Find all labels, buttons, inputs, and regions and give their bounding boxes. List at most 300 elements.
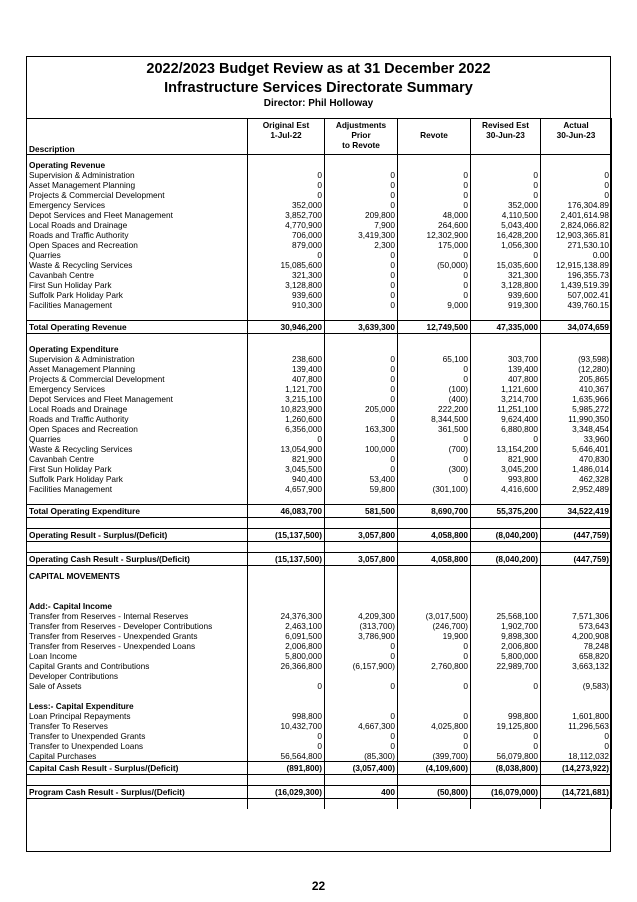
- cell-value: 0: [398, 280, 471, 290]
- col-actual-line2: 30-Jun-23: [556, 130, 596, 140]
- cell-value: 46,083,700: [248, 505, 325, 518]
- cell-value: 0: [325, 731, 398, 741]
- cell-value: 4,200,908: [541, 631, 612, 641]
- cell-value: 1,486,014: [541, 464, 612, 474]
- cell-value: 4,025,800: [398, 721, 471, 731]
- cell-value: [541, 571, 612, 581]
- row-label: First Sun Holiday Park: [27, 464, 248, 474]
- row-label: Developer Contributions: [27, 671, 248, 681]
- cell-value: 10,432,700: [248, 721, 325, 731]
- table-row: [27, 200, 612, 210]
- row-label: Capital Cash Result - Surplus/(Deficit): [27, 762, 248, 775]
- cell-value: 2,760,800: [398, 661, 471, 671]
- table-row: [27, 424, 612, 434]
- cell-value: 0: [325, 354, 398, 364]
- table-row: [27, 250, 612, 260]
- row-label: Less:- Capital Expenditure: [27, 701, 248, 711]
- cell-value: 3,786,900: [325, 631, 398, 641]
- section-heading-row: [27, 701, 612, 711]
- report-title: 2022/2023 Budget Review as at 31 December 2022: [146, 61, 491, 77]
- cell-value: 2,463,100: [248, 621, 325, 631]
- cell-value: (4,109,600): [398, 762, 471, 775]
- cell-value: 407,800: [248, 374, 325, 384]
- cell-value: 4,416,600: [471, 484, 541, 494]
- cell-value: 0: [325, 464, 398, 474]
- cell-value: 0: [325, 741, 398, 751]
- cell-value: (8,040,200): [471, 553, 541, 566]
- cell-value: 1,260,600: [248, 414, 325, 424]
- cell-value: 0: [471, 681, 541, 691]
- row-label: Operating Cash Result - Surplus/(Deficit): [27, 553, 248, 566]
- row-label: Total Operating Revenue: [27, 321, 248, 334]
- table-row: [27, 280, 612, 290]
- cell-value: [398, 701, 471, 711]
- cell-value: [471, 344, 541, 354]
- cell-value: 34,074,659: [541, 321, 612, 334]
- cell-value: 5,800,000: [248, 651, 325, 661]
- table-row: [27, 741, 612, 751]
- cell-value: 8,344,500: [398, 414, 471, 424]
- cell-value: 0: [471, 250, 541, 260]
- total-row: [27, 505, 612, 518]
- spacer-row: [27, 799, 612, 810]
- cell-value: [471, 601, 541, 611]
- total-row: [27, 321, 612, 334]
- cell-value: 919,300: [471, 300, 541, 310]
- col-revised-est: [471, 119, 541, 155]
- cell-value: 53,400: [325, 474, 398, 484]
- table-row: [27, 180, 612, 190]
- cell-value: 879,000: [248, 240, 325, 250]
- cell-value: [325, 160, 398, 170]
- row-label: Loan Principal Repayments: [27, 711, 248, 721]
- cell-value: 56,079,800: [471, 751, 541, 762]
- cell-value: 48,000: [398, 210, 471, 220]
- cell-value: [398, 160, 471, 170]
- cell-value: 3,215,100: [248, 394, 325, 404]
- table-row: [27, 631, 612, 641]
- row-label: Cavanbah Centre: [27, 270, 248, 280]
- cell-value: 0: [471, 731, 541, 741]
- cell-value: 0: [541, 190, 612, 200]
- cell-value: 5,646,401: [541, 444, 612, 454]
- cell-value: 1,056,300: [471, 240, 541, 250]
- cell-value: 0: [398, 270, 471, 280]
- cell-value: 5,043,400: [471, 220, 541, 230]
- cell-value: (14,273,922): [541, 762, 612, 775]
- cell-value: 0: [471, 434, 541, 444]
- row-label: Operating Revenue: [27, 160, 248, 170]
- cell-value: 998,800: [471, 711, 541, 721]
- cell-value: 13,054,900: [248, 444, 325, 454]
- cell-value: 0: [541, 180, 612, 190]
- cell-value: [248, 601, 325, 611]
- cell-value: 439,760.15: [541, 300, 612, 310]
- cell-value: 1,121,700: [248, 384, 325, 394]
- row-label: Program Cash Result - Surplus/(Deficit): [27, 786, 248, 799]
- cell-value: 12,302,900: [398, 230, 471, 240]
- cell-value: 18,112,032: [541, 751, 612, 762]
- row-label: Transfer to Unexpended Loans: [27, 741, 248, 751]
- cell-value: 910,300: [248, 300, 325, 310]
- cell-value: [248, 701, 325, 711]
- cell-value: 8,690,700: [398, 505, 471, 518]
- cell-value: 4,657,900: [248, 484, 325, 494]
- cell-value: 939,600: [471, 290, 541, 300]
- cell-value: 0: [325, 681, 398, 691]
- cell-value: 407,800: [471, 374, 541, 384]
- cell-value: 3,128,800: [471, 280, 541, 290]
- table-row: [27, 454, 612, 464]
- table-row: [27, 394, 612, 404]
- row-label: Total Operating Expenditure: [27, 505, 248, 518]
- cell-value: 352,000: [248, 200, 325, 210]
- cell-value: (447,759): [541, 553, 612, 566]
- cell-value: [248, 160, 325, 170]
- cell-value: 0: [325, 384, 398, 394]
- spacer-row: [27, 334, 612, 345]
- table-row: [27, 300, 612, 310]
- cell-value: [471, 160, 541, 170]
- cell-value: [541, 344, 612, 354]
- cell-value: 139,400: [248, 364, 325, 374]
- row-label: Capital Grants and Contributions: [27, 661, 248, 671]
- cell-value: 12,915,138.89: [541, 260, 612, 270]
- cell-value: 0: [398, 170, 471, 180]
- cell-value: 0: [325, 454, 398, 464]
- cell-value: 11,296,563: [541, 721, 612, 731]
- cell-value: (50,800): [398, 786, 471, 799]
- cell-value: 1,902,700: [471, 621, 541, 631]
- row-label: Quarries: [27, 434, 248, 444]
- row-label: Local Roads and Drainage: [27, 404, 248, 414]
- cell-value: 3,057,800: [325, 553, 398, 566]
- cell-value: 4,667,300: [325, 721, 398, 731]
- col-revote-label: Revote: [420, 130, 448, 140]
- cell-value: 0: [541, 170, 612, 180]
- row-label: Suffolk Park Holiday Park: [27, 290, 248, 300]
- cell-value: 2,300: [325, 240, 398, 250]
- table-row: [27, 384, 612, 394]
- cell-value: [325, 601, 398, 611]
- row-label: Emergency Services: [27, 200, 248, 210]
- row-label: Cavanbah Centre: [27, 454, 248, 464]
- budget-table: [26, 118, 612, 809]
- cell-value: 3,128,800: [248, 280, 325, 290]
- col-adjustments-line1: Adjustments: [335, 120, 387, 130]
- cell-value: 0: [248, 741, 325, 751]
- table-row: [27, 434, 612, 444]
- table-row: [27, 354, 612, 364]
- cell-value: 0: [398, 741, 471, 751]
- cell-value: [541, 701, 612, 711]
- table-body: [27, 155, 612, 810]
- cell-value: 0: [248, 434, 325, 444]
- spacer-row: [27, 775, 612, 786]
- table-row: [27, 240, 612, 250]
- cell-value: 25,568,100: [471, 611, 541, 621]
- cell-value: 3,045,200: [471, 464, 541, 474]
- director-name: Director: Phil Holloway: [263, 98, 374, 109]
- cell-value: 34,522,419: [541, 505, 612, 518]
- cell-value: 13,154,200: [471, 444, 541, 454]
- col-revised-est-line1: Revised Est: [481, 120, 530, 130]
- row-label: First Sun Holiday Park: [27, 280, 248, 290]
- table-row: [27, 641, 612, 651]
- cell-value: 361,500: [398, 424, 471, 434]
- col-adjustments-line2: Prior: [351, 130, 371, 140]
- cell-value: 222,200: [398, 404, 471, 414]
- cell-value: 30,946,200: [248, 321, 325, 334]
- row-label: Operating Expenditure: [27, 344, 248, 354]
- cell-value: 2,006,800: [471, 641, 541, 651]
- cell-value: 19,900: [398, 631, 471, 641]
- table-row: [27, 230, 612, 240]
- row-label: Transfer from Reserves - Unexpended Loans: [27, 641, 248, 651]
- table-row: [27, 474, 612, 484]
- table-row: [27, 374, 612, 384]
- cell-value: 658,820: [541, 651, 612, 661]
- cell-value: 59,800: [325, 484, 398, 494]
- cell-value: 0: [325, 364, 398, 374]
- cell-value: 0: [248, 180, 325, 190]
- row-label: Roads and Traffic Authority: [27, 230, 248, 240]
- cell-value: 0: [398, 641, 471, 651]
- cell-value: 0: [325, 711, 398, 721]
- cell-value: (100): [398, 384, 471, 394]
- table-header-row: [27, 119, 612, 155]
- table-row: [27, 721, 612, 731]
- cell-value: 4,209,300: [325, 611, 398, 621]
- cell-value: 0: [248, 681, 325, 691]
- table-row: [27, 210, 612, 220]
- row-label: Transfer from Reserves - Unexpended Grants: [27, 631, 248, 641]
- cell-value: 0: [471, 170, 541, 180]
- row-label: Projects & Commercial Development: [27, 190, 248, 200]
- cell-value: 0: [398, 731, 471, 741]
- cell-value: 821,900: [471, 454, 541, 464]
- row-label: Add:- Capital Income: [27, 601, 248, 611]
- cell-value: 0: [471, 180, 541, 190]
- cell-value: 33,960: [541, 434, 612, 444]
- row-label: Roads and Traffic Authority: [27, 414, 248, 424]
- col-revised-est-line2: 30-Jun-23: [486, 130, 525, 140]
- cell-value: 3,214,700: [471, 394, 541, 404]
- cell-value: [325, 701, 398, 711]
- cell-value: 0: [398, 200, 471, 210]
- cell-value: 1,601,800: [541, 711, 612, 721]
- cell-value: (12,280): [541, 364, 612, 374]
- cell-value: 0: [248, 170, 325, 180]
- cell-value: 321,300: [471, 270, 541, 280]
- cell-value: (15,137,500): [248, 553, 325, 566]
- cell-value: 2,824,066.82: [541, 220, 612, 230]
- cell-value: 4,770,900: [248, 220, 325, 230]
- row-label: Emergency Services: [27, 384, 248, 394]
- cell-value: 0: [398, 250, 471, 260]
- row-label: Depot Services and Fleet Management: [27, 394, 248, 404]
- table-row: [27, 170, 612, 180]
- table-row: [27, 671, 612, 681]
- row-label: Waste & Recycling Services: [27, 444, 248, 454]
- cell-value: 0: [248, 731, 325, 741]
- row-label: Transfer from Reserves - Internal Reserves: [27, 611, 248, 621]
- cell-value: 581,500: [325, 505, 398, 518]
- cell-value: 1,121,600: [471, 384, 541, 394]
- cell-value: (85,300): [325, 751, 398, 762]
- cell-value: [398, 344, 471, 354]
- cell-value: 0: [398, 190, 471, 200]
- cell-value: 0: [541, 731, 612, 741]
- cell-value: (8,038,800): [471, 762, 541, 775]
- cell-value: 175,000: [398, 240, 471, 250]
- cell-value: (15,137,500): [248, 529, 325, 542]
- cell-value: (9,583): [541, 681, 612, 691]
- table-row: [27, 681, 612, 691]
- cell-value: 16,428,200: [471, 230, 541, 240]
- cell-value: 6,880,800: [471, 424, 541, 434]
- total-row: [27, 762, 612, 775]
- cell-value: (300): [398, 464, 471, 474]
- row-label: Transfer to Unexpended Grants: [27, 731, 248, 741]
- cell-value: [471, 701, 541, 711]
- cell-value: 0: [398, 681, 471, 691]
- cell-value: 163,300: [325, 424, 398, 434]
- cell-value: 0: [325, 200, 398, 210]
- cell-value: 0: [398, 454, 471, 464]
- table-row: [27, 621, 612, 631]
- cell-value: 0: [398, 434, 471, 444]
- cell-value: 3,348,454: [541, 424, 612, 434]
- table-row: [27, 270, 612, 280]
- cell-value: (313,700): [325, 621, 398, 631]
- cell-value: 3,663,132: [541, 661, 612, 671]
- cell-value: 0: [248, 190, 325, 200]
- spacer-row: [27, 518, 612, 529]
- row-label: Capital Purchases: [27, 751, 248, 762]
- cell-value: 3,419,300: [325, 230, 398, 240]
- cell-value: 12,903,365.81: [541, 230, 612, 240]
- col-actual-line1: Actual: [563, 120, 589, 130]
- cell-value: (93,598): [541, 354, 612, 364]
- cell-value: 22,989,700: [471, 661, 541, 671]
- col-actual: [541, 119, 612, 155]
- cell-value: 0: [398, 290, 471, 300]
- cell-value: [471, 571, 541, 581]
- cell-value: 3,045,500: [248, 464, 325, 474]
- cell-value: 0: [325, 270, 398, 280]
- report-frame: [26, 56, 611, 852]
- cell-value: 706,000: [248, 230, 325, 240]
- row-label: Asset Management Planning: [27, 180, 248, 190]
- cell-value: (700): [398, 444, 471, 454]
- cell-value: 4,058,800: [398, 529, 471, 542]
- col-revote: [398, 119, 471, 155]
- col-original-est-line2: 1-Jul-22: [270, 130, 302, 140]
- row-label: Transfer from Reserves - Developer Contributions: [27, 621, 248, 631]
- cell-value: 1,439,519.39: [541, 280, 612, 290]
- cell-value: (6,157,900): [325, 661, 398, 671]
- cell-value: 0: [325, 260, 398, 270]
- cell-value: 65,100: [398, 354, 471, 364]
- row-label: Supervision & Administration: [27, 354, 248, 364]
- section-heading-row: [27, 160, 612, 170]
- row-label: Quarries: [27, 250, 248, 260]
- cell-value: [325, 344, 398, 354]
- cell-value: 7,571,306: [541, 611, 612, 621]
- cell-value: [248, 671, 325, 681]
- cell-value: 9,000: [398, 300, 471, 310]
- cell-value: 993,800: [471, 474, 541, 484]
- cell-value: 0: [248, 250, 325, 260]
- cell-value: (8,040,200): [471, 529, 541, 542]
- cell-value: 78,248: [541, 641, 612, 651]
- cell-value: 0: [325, 374, 398, 384]
- cell-value: 1,635,966: [541, 394, 612, 404]
- cell-value: (3,017,500): [398, 611, 471, 621]
- row-label: Suffolk Park Holiday Park: [27, 474, 248, 484]
- cell-value: 205,000: [325, 404, 398, 414]
- cell-value: 205,865: [541, 374, 612, 384]
- cell-value: (399,700): [398, 751, 471, 762]
- cell-value: 998,800: [248, 711, 325, 721]
- cell-value: [325, 571, 398, 581]
- table-row: [27, 661, 612, 671]
- cell-value: [248, 571, 325, 581]
- cell-value: 11,251,100: [471, 404, 541, 414]
- total-row: [27, 529, 612, 542]
- cell-value: [325, 671, 398, 681]
- cell-value: 0: [398, 374, 471, 384]
- row-label: Operating Result - Surplus/(Deficit): [27, 529, 248, 542]
- table-row: [27, 404, 612, 414]
- col-original-est-line1: Original Est: [262, 120, 310, 130]
- cell-value: (16,079,000): [471, 786, 541, 799]
- cell-value: 0.00: [541, 250, 612, 260]
- cell-value: 939,600: [248, 290, 325, 300]
- spacer-row: [27, 591, 612, 601]
- table-row: [27, 711, 612, 721]
- cell-value: 264,600: [398, 220, 471, 230]
- cell-value: 6,091,500: [248, 631, 325, 641]
- cell-value: 321,300: [248, 270, 325, 280]
- cell-value: 470,830: [541, 454, 612, 464]
- row-label: Loan Income: [27, 651, 248, 661]
- cell-value: 0: [325, 651, 398, 661]
- cell-value: 0: [398, 180, 471, 190]
- spacer-row: [27, 494, 612, 505]
- cell-value: 303,700: [471, 354, 541, 364]
- cell-value: (447,759): [541, 529, 612, 542]
- cell-value: 10,823,900: [248, 404, 325, 414]
- cell-value: (3,057,400): [325, 762, 398, 775]
- cell-value: (400): [398, 394, 471, 404]
- table-row: [27, 751, 612, 762]
- cell-value: 238,600: [248, 354, 325, 364]
- cell-value: 462,328: [541, 474, 612, 484]
- cell-value: [398, 671, 471, 681]
- cell-value: 0: [398, 474, 471, 484]
- cell-value: 0: [325, 414, 398, 424]
- section-heading-row: [27, 571, 612, 581]
- cell-value: 0: [325, 180, 398, 190]
- table-row: [27, 260, 612, 270]
- col-description: Description: [27, 119, 248, 155]
- table-row: [27, 484, 612, 494]
- cell-value: 19,125,800: [471, 721, 541, 731]
- cell-value: 4,058,800: [398, 553, 471, 566]
- page-number: 22: [311, 879, 326, 893]
